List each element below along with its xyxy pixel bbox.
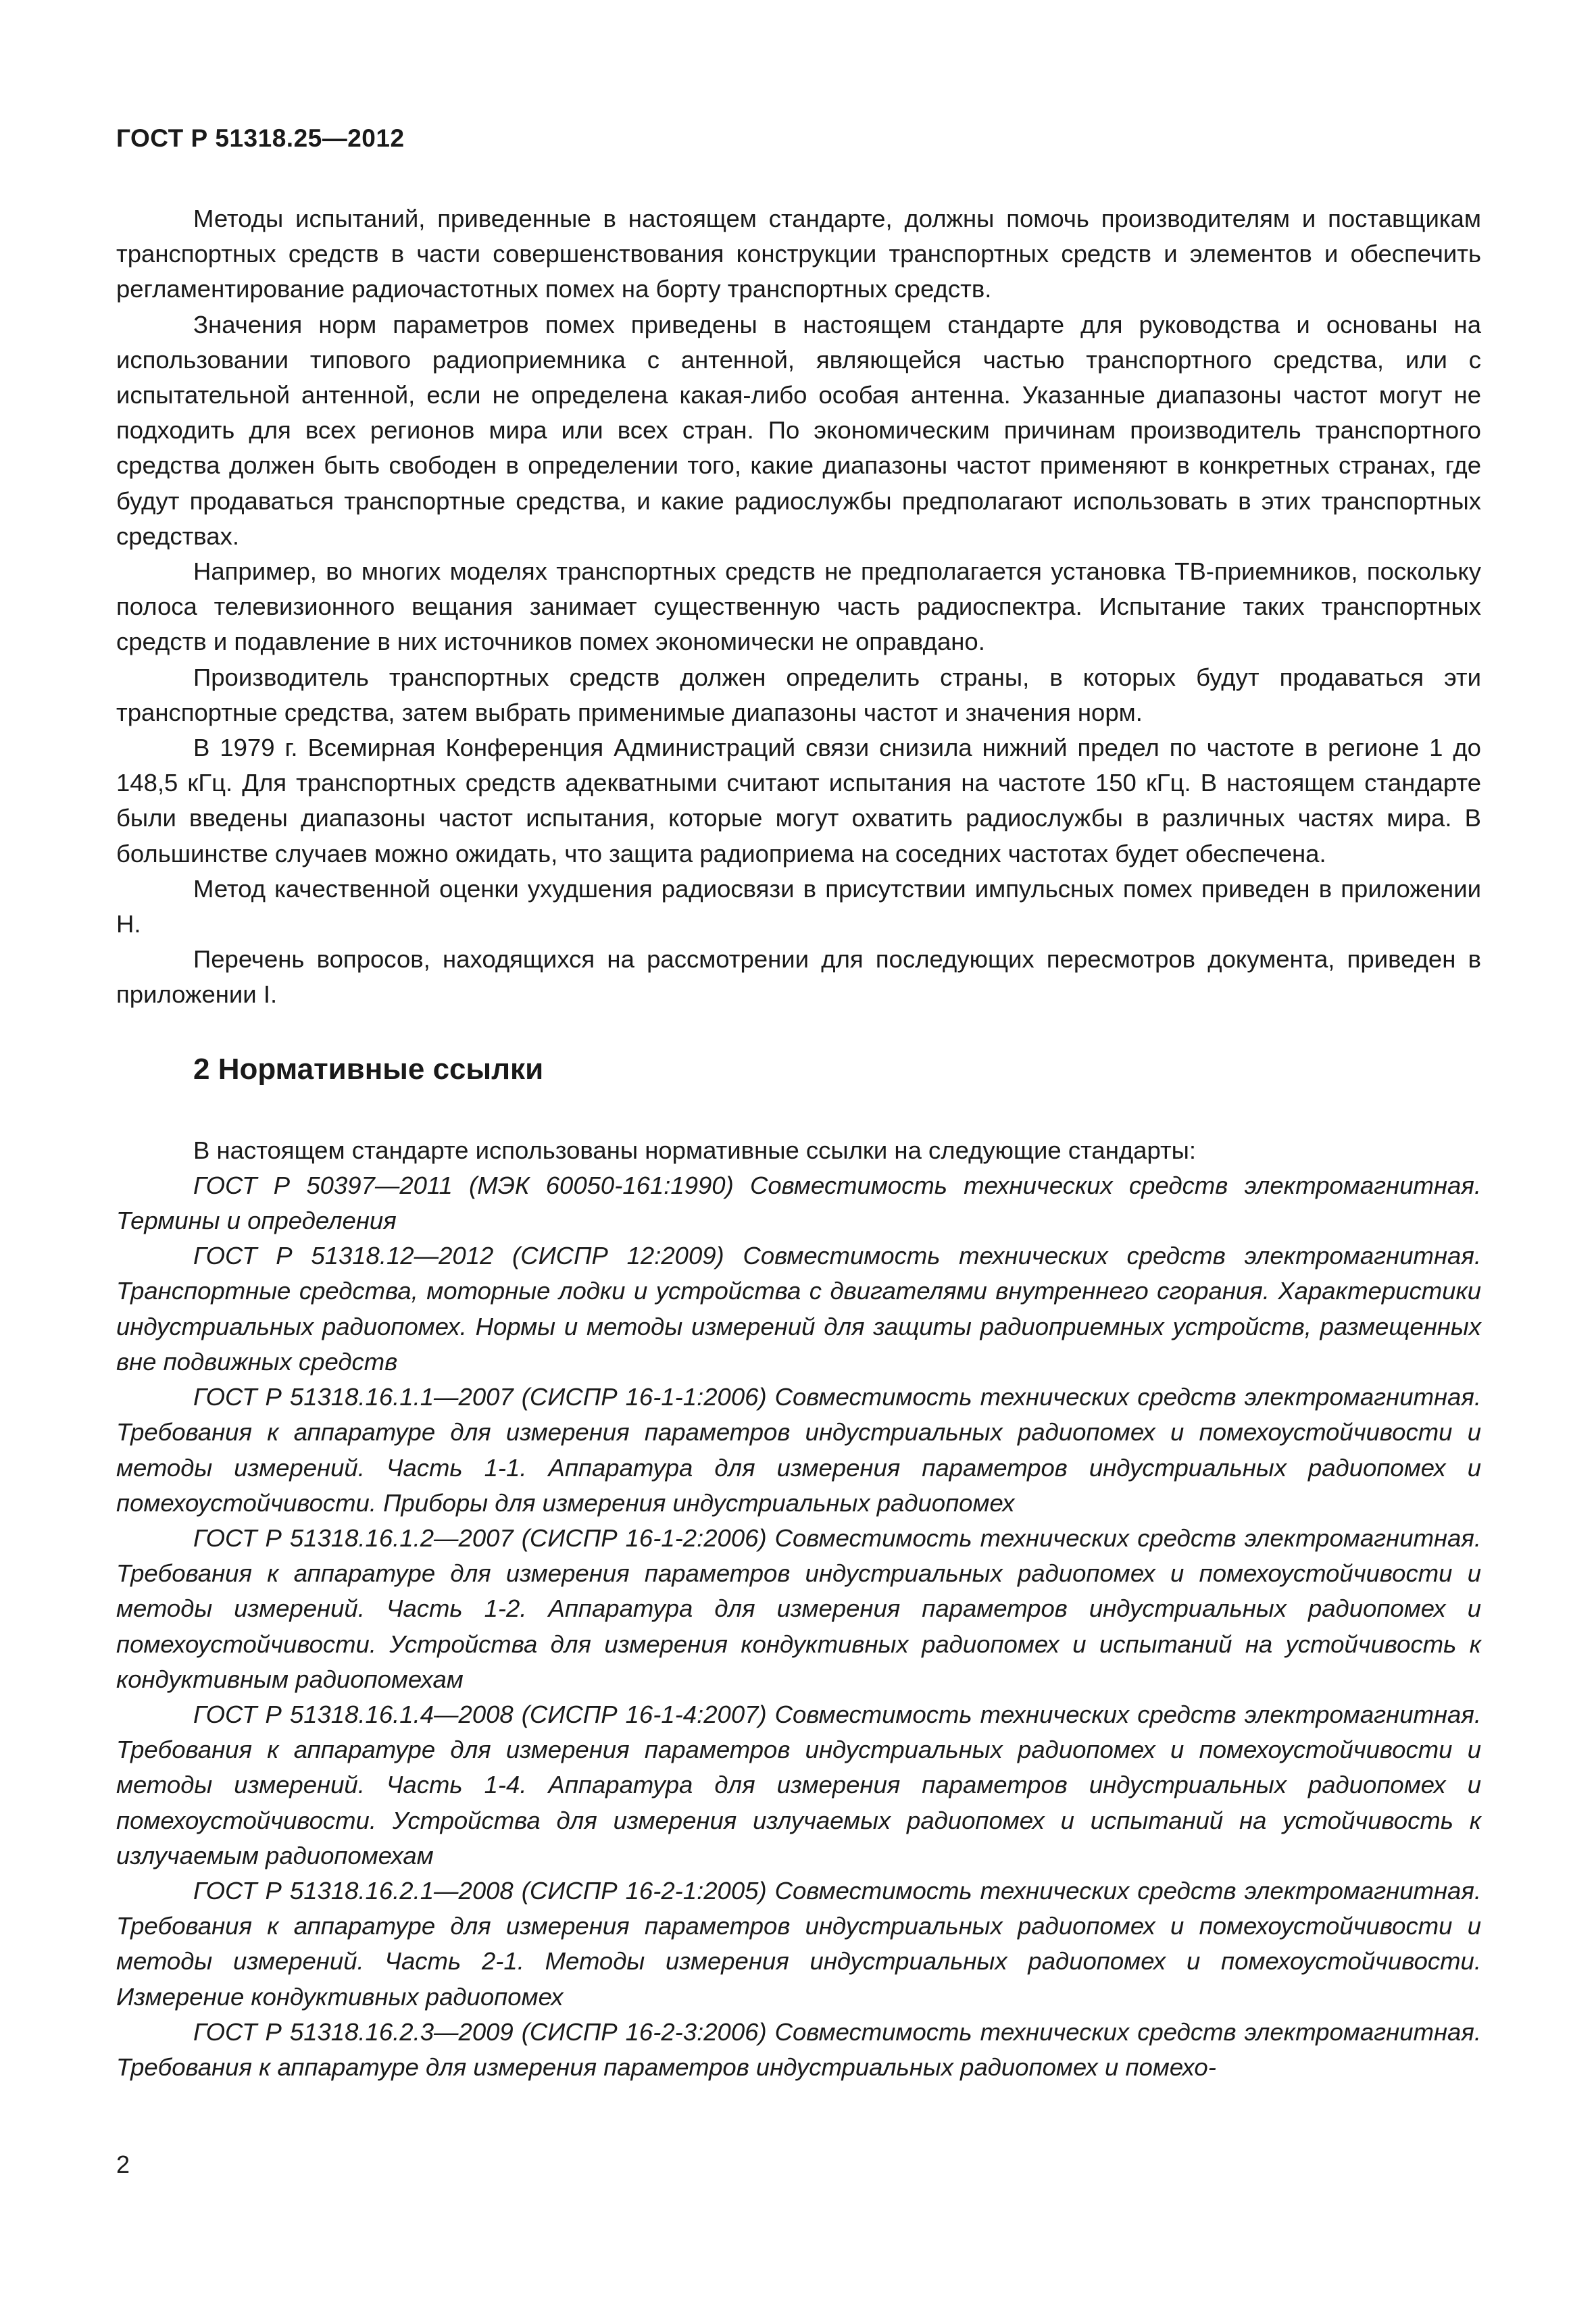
reference-item: ГОСТ Р 51318.12—2012 (СИСПР 12:2009) Совместимость технических средств электромагнитная. Транспортные средства, моторные лодки и устройства с двигателями внутреннего сгорания. Характеристики индустриальных радиопомех. Нормы и методы измерений для защиты радиоприемных устройств, размещенных вне подвижных средств (116, 1242, 1481, 1376)
page-number: 2 (116, 2150, 130, 2178)
intro-paragraph-5: В 1979 г. Всемирная Конференция Администраций связи снизила нижний предел по частоте в регионе 1 до 148,5 кГц. Для транспортных средств адекватными считают испытания на частоте 150 кГц. В настоящем стандарте были введены диапазоны частот испытания, которые могут охватить радиослужбы в различных частях мира. В большинстве случаев можно ожидать, что защита радиоприема на соседних частотах будет обеспечена. (116, 734, 1481, 867)
intro-paragraph-6: Метод качественной оценки ухудшения радиосвязи в присутствии импульсных помех приведен в приложении Н. (116, 874, 1481, 938)
reference-item: ГОСТ Р 51318.16.1.4—2008 (СИСПР 16-1-4:2007) Совместимость технических средств электромагнитная. Требования к аппаратуре для измерения параметров индустриальных радиопомех и помехоустойчивости и методы измерений. Часть 1-4. Аппаратура для измерения параметров индустриальных радиопомех и помехоустойчивости. Устройства для измерения излучаемых радиопомех и испытаний на устойчивость к излучаемым радиопомехам (116, 1700, 1481, 1869)
document-body (116, 201, 1481, 2085)
intro-paragraph-1: Методы испытаний, приведенные в настоящем стандарте, должны помочь производителям и поставщикам транспортных средств в части совершенствования конструкции транспортных средств и элементов и обеспечить регламентирование радиочастотных помех на борту транспортных средств. (116, 205, 1481, 303)
intro-paragraph-4: Производитель транспортных средств должен определить страны, в которых будут продаваться эти транспортные средства, затем выбрать применимые диапазоны частот и значения норм. (116, 663, 1481, 726)
reference-item: ГОСТ Р 51318.16.1.1—2007 (СИСПР 16-1-1:2006) Совместимость технических средств электромагнитная. Требования к аппаратуре для измерения параметров индустриальных радиопомех и помехоустойчивости и методы измерений. Часть 1-1. Аппаратура для измерения параметров индустриальных радиопомех и помехоустойчивости. Приборы для измерения индустриальных радиопомех (116, 1383, 1481, 1517)
reference-item: ГОСТ Р 51318.16.2.3—2009 (СИСПР 16-2-3:2006) Совместимость технических средств электромагнитная. Требования к аппаратуре для измерения параметров индустриальных радиопомех и помехо- (116, 2017, 1481, 2081)
section-heading-normative-references: 2 Нормативные ссылки (193, 1052, 544, 1086)
section-lead-paragraph: В настоящем стандарте использованы нормативные ссылки на следующие стандарты: (193, 1136, 1197, 1164)
intro-paragraph-3: Например, во многих моделях транспортных средств не предполагается установка ТВ-приемников, поскольку полоса телевизионного вещания занимает существенную часть радиоспектра. Испытание таких транспортных средств и подавление в них источников помех экономически не оправдано. (116, 557, 1481, 656)
intro-paragraph-2: Значения норм параметров помех приведены в настоящем стандарте для руководства и основаны на использовании типового радиоприемника с антенной, являющейся частью транспортного средства, или с испытательной антенной, если не определена какая-либо особая антенна. Указанные диапазоны частот могут не подходить для всех регионов мира или всех стран. По экономическим причинам производитель транспортного средства должен быть свободен в определении того, какие диапазоны частот применяют в конкретных странах, где будут продаваться транспортные средства, и какие радиослужбы предполагают использовать в этих транспортных средствах. (116, 310, 1481, 550)
reference-item: ГОСТ Р 50397—2011 (МЭК 60050-161:1990) Совместимость технических средств электромагнитная. Термины и определения (116, 1171, 1481, 1235)
reference-item: ГОСТ Р 51318.16.2.1—2008 (СИСПР 16-2-1:2005) Совместимость технических средств электромагнитная. Требования к аппаратуре для измерения параметров индустриальных радиопомех и помехоустойчивости и методы измерений. Часть 2-1. Методы измерения индустриальных радиопомех и помехоустойчивости. Измерение кондуктивных радиопомех (116, 1876, 1481, 2011)
reference-item: ГОСТ Р 51318.16.1.2—2007 (СИСПР 16-1-2:2006) Совместимость технических средств электромагнитная. Требования к аппаратуре для измерения параметров индустриальных радиопомех и помехоустойчивости и методы измерений. Часть 1-2. Аппаратура для измерения параметров индустриальных радиопомех и помехоустойчивости. Устройства для измерения кондуктивных радиопомех и испытаний на устойчивость к кондуктивным радиопомехам (116, 1524, 1481, 1693)
intro-paragraph-7: Перечень вопросов, находящихся на рассмотрении для последующих пересмотров документа, приведен в приложении I. (116, 945, 1481, 1009)
document-code-header: ГОСТ Р 51318.25—2012 (116, 124, 405, 152)
